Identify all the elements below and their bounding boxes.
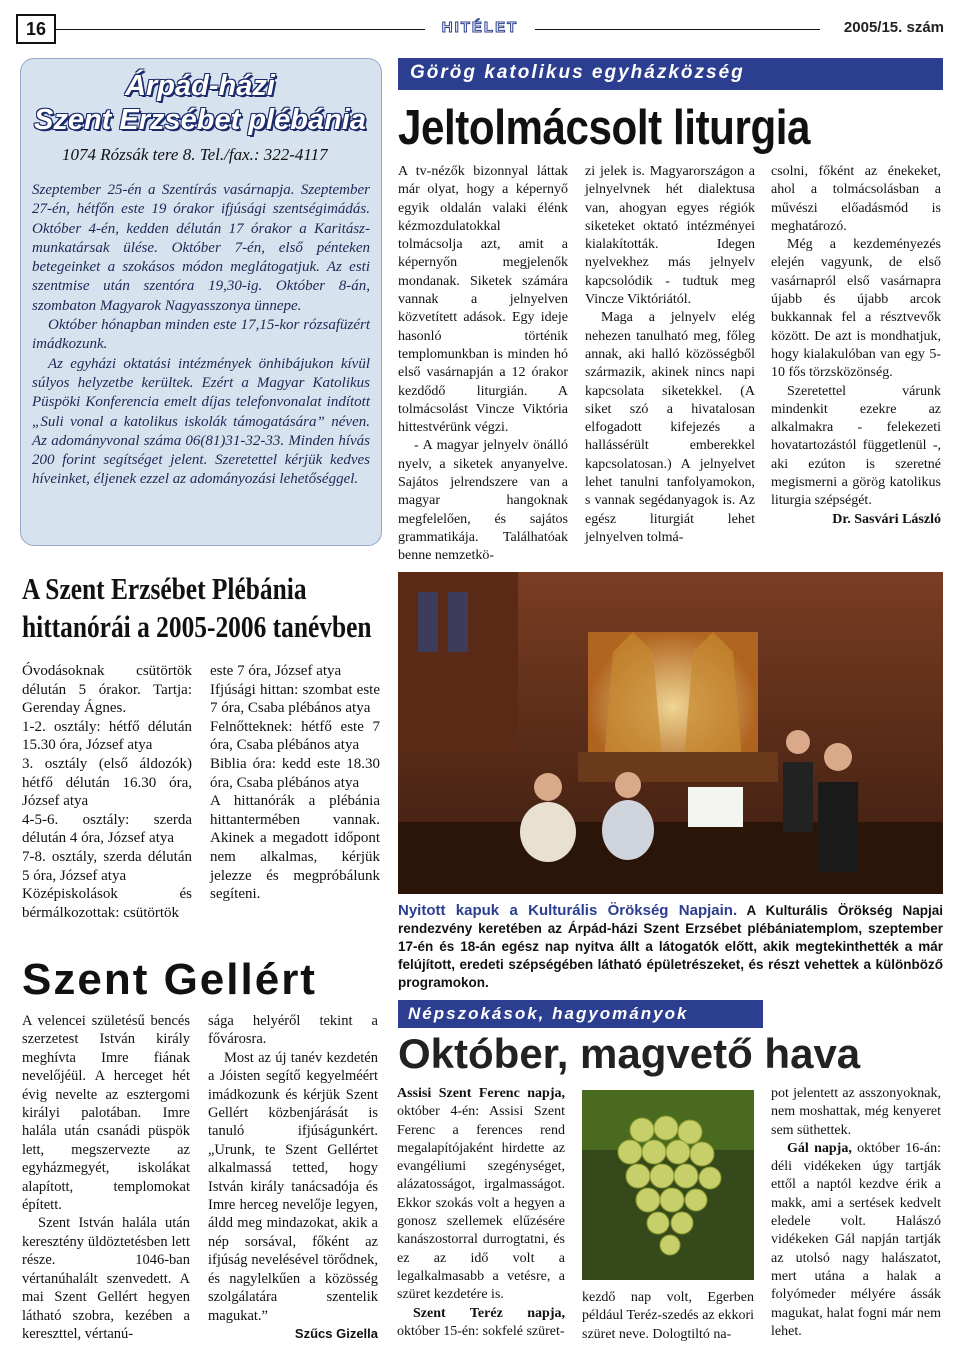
gorog-paragraph: - A magyar jelnyelv önálló nyelv, a siketek anyanyelve. Sajátos jelrendszere van a magyar hangoknak megfelelően, és sajátos grammatikája. Találhatóak benne nemzetkö- xyxy=(398,438,568,564)
feast-text: október 16-án: déli vidékeken úgy tartják ettől a naptól kezdve érik a makk, ami a sertések kedvelt eledele volt. Halászó vidékeken Gál napján tartják az utolsó nagy halászatot, mert utána a halak a folyómeder mélyére ássák magukat, halat fogni már nem lehet. xyxy=(771,1140,942,1339)
feast-text: október 4-én: Assisi Szent Ferenc a ferences rend megalapítójaként hirdette az evangéliumi szegénységet, alázatosságot, irgalmasságot. Ekkor szokás volt a hegyen a gonosz szellemek elűzésére kanászostorral durrogtatni, és ez az idő volt a legalkalmasabb a vetésre, a szüret kezdetére is. xyxy=(397,1104,565,1303)
hittan-entry: Biblia óra: kedd este 18.30 óra, Csaba plébános atya xyxy=(210,755,380,791)
hittan-entry: Óvodásoknak csütörtök délután 5 órakor. Tartja: Gerenday Ágnes. xyxy=(22,663,192,717)
parish-paragraph: Szeptember 25-én a Szentírás vasárnapja. Szeptember 27-én, hétfőn este 19 órakor ifjúsági szentségimádás. Október 4-én, kedden délután 17 órakor a Karitász-munkatársak ülése. Október 7-én, első pénteken betegeinket a szokásos módon meglátogatjuk. Az esti szentmise után szentóra 19,30-ig. Október 8-án, szombaton Magyarok Nagyasszonya ünnepe. xyxy=(32,182,370,314)
parish-title-line2: Szent Erzsébet plébánia xyxy=(34,104,366,136)
parish-paragraph: Október hónapban minden este 17,15-kor rózsafüzért imádkozunk. xyxy=(32,317,370,353)
hittan-title xyxy=(22,570,372,646)
hittan-column-2 xyxy=(210,662,380,904)
gellert-paragraph: sága helyéről tekint a fővárosra. xyxy=(208,1013,378,1048)
church-concert-photo xyxy=(398,572,943,894)
gellert-title: Szent Gellért xyxy=(22,955,317,1004)
photo-caption xyxy=(398,902,943,992)
parish-announcements xyxy=(32,181,370,490)
hittan-title-line1: A Szent Erzsébet Plébánia xyxy=(22,571,307,606)
issue-number: 2005/15. szám xyxy=(820,19,944,41)
church-interior-image xyxy=(398,572,943,894)
hittan-entry: 3. osztály (első áldozók) hétfő délután 16.30 óra, József atya xyxy=(22,755,192,810)
feast-heading: Assisi Szent Ferenc napja, xyxy=(397,1086,565,1101)
gellert-column-2 xyxy=(208,1012,378,1343)
hittan-entry: 1-2. osztály: hétfő délután 15.30 óra, József atya xyxy=(22,718,192,754)
hittan-entry: 4-5-6. osztály: szerda délután 4 óra, József atya xyxy=(22,811,192,847)
grapes-photo xyxy=(582,1090,754,1280)
hittan-entry: A hittanórák a plébánia hittantermében vannak. Akinek a megadott időpont nem alkalmas, kérjük jelezze és megpróbálunk segíteni. xyxy=(210,793,380,903)
grape-cluster-image xyxy=(582,1090,754,1280)
gorog-paragraph: Maga a jelnyelv elég nehezen tanulható meg, főleg annak, aki halló közösségből származik, akinek nincs napi kapcsolata siketekkel. (A siket szó a hivatalosan elfogadott kifejezés a hallássérült emberekkel kapcsolatosan.) A jelnyelvet lehet tanulni tanfolyamokon, s vannak segédanyagok is. Az egész liturgiát lehet jelnyelven tolmá- xyxy=(585,310,755,545)
nepszokasok-band: Népszokások, hagyományok xyxy=(398,1000,763,1028)
hittan-entry: Ifjúsági hittan: szombat este 7 óra, Csaba plébános atya xyxy=(210,681,380,717)
gellert-author: Szűcs Gizella xyxy=(294,1325,378,1341)
hittan-entry: Középiskolások és bérmálkozottak: csütörtök xyxy=(22,886,192,921)
gorog-section-band: Görög katolikus egyházközség xyxy=(398,58,943,90)
gorog-paragraph: csolni, főként az énekeket, ahol a tolmácsolásban a művészi előadásmód is meghatározó. xyxy=(771,164,941,234)
hittan-title-line2: hittanórái a 2005-2006 tanévben xyxy=(22,609,372,644)
gellert-paragraph: Szent István halála után keresztény üldöztetésben lett része. 1046-ban vértanúhalált szenvedett. A mai Szent Gellért hegyen látható szobra, kezében a kereszttel, vértanú- xyxy=(22,1215,190,1342)
gorog-column-1 xyxy=(398,163,568,566)
page-number: 16 xyxy=(16,14,56,44)
gorog-paragraph: A tv-nézők bizonnyal láttak már olyat, hogy a képernyő egyik oldalán valaki élénk kézmozdulatokkal tolmácsolja azt, amit a képernyőn megjelenők mondanak. Siketek számára vannak a jelnyelven közvetített adások. Egy ideje hasonló történik templomunkban is minden hó első vasárnapján a 12 órakor kezdődő liturgián. A tolmácsolást Vincze Viktória hittestvérünk végzi. xyxy=(398,164,568,436)
oktober-title: Október, magvető hava xyxy=(398,1030,861,1077)
parish-title-line1: Árpád-házi xyxy=(125,70,275,102)
feast-text: pot jelentett az asszonyoknak, nem moshattak, még kenyeret sem süthettek. xyxy=(771,1086,941,1138)
hittan-entry: este 7 óra, József atya xyxy=(210,663,342,679)
gellert-column-1 xyxy=(22,1012,190,1343)
photo-caption-text: A Kulturális Örökség Napjai rendezvény keretében az Árpád-házi Szent Erzsébet plébániatemplom, szeptember 17-én és 18-án egész nap nyitva állt a látogatók előtt, akik megtekinthették a már felújított, eredeti szépségében látható épületrészeket, és részt vehettek a különböző programokon. xyxy=(398,903,944,990)
gellert-paragraph: Most az új tanév kezdetén a Jóisten segítő kegyelméért imádkozunk és kérjük Szent Gellért közbenjárását is tanuló ifjúságunkért. „Urunk, te Szent Gellértet alkalmassá tetted, hogy István király tanácsadója és Imre herceg nevelője legyen, áldd meg mindazokat, akik a nép sorsával, főként az ifjúság nevelésével törődnek, és nagylelkűen a közösség szolgálatára szentelik magukat.” xyxy=(208,1049,378,1324)
gorog-paragraph: Még a kezdeményezés elején vagyunk, de első vasárnapról első vasárnapra újabb és újabb arcok bukkannak fel a résztvevők között. De azt is mondhatjuk, hogy kialakulóban van egy 5-10 fős törzsközönség. xyxy=(771,237,941,381)
gorog-column-3 xyxy=(771,163,941,529)
nepszokasok-column-2: kezdő nap volt, Egerben például Teréz-szedés az ekkori szüret neve. Dologtiltó na- xyxy=(582,1290,754,1342)
gorog-paragraph: Szeretettel várunk mindenkit ezekre az alkalmakra - felekezeti hovatartozástól függetlenül -, aki ezúton is szeretné megismerni a görög katolikus liturgia szépségét. xyxy=(771,383,941,509)
hittan-entry: 7-8. osztály, szerda délután 5 óra, József atya xyxy=(22,848,192,884)
gorog-column-2 xyxy=(585,163,755,547)
section-label: HITÉLET xyxy=(425,19,535,41)
gorog-author: Dr. Sasvári László xyxy=(832,511,941,527)
gellert-paragraph: A velencei születésű bencés szerzetest István király meghívta Imre fiának nevelőjéül. A herceget hét évig nevelte az esztergomi királyi palotában. Imre halála után csanádi püspök lett, megszervezte az egyházmegyét, iskolákat alapított, templomokat épített. xyxy=(22,1013,190,1214)
parish-address: 1074 Rózsák tere 8. Tel./fax.: 322-4117 xyxy=(62,145,328,164)
hittan-entry: Felnőtteknek: hétfő este 7 óra, Csaba plébános atya xyxy=(210,718,380,754)
hittan-column-1 xyxy=(22,662,192,922)
photo-caption-head: Nyitott kapuk a Kulturális Örökség Napjain. xyxy=(398,902,738,919)
feast-heading: Szent Teréz napja, xyxy=(413,1305,565,1321)
nepszokasok-column-1 xyxy=(397,1085,565,1341)
feast-heading: Gál napja, xyxy=(787,1140,852,1156)
parish-paragraph: Az egyházi oktatási intézmények önhibájukon kívül súlyos helyzetbe kerültek. Ezért a Magyar Katolikus Püspöki Konferencia emelt díjas telefonvonalat indított „Suli vonal a katolikus iskolák támogatására” néven. Az adományvonal száma 06(81)31-32-33. Minden hívás 200 forint segítséget jelent. Szeretettel kérjük kedves híveinket, éljenek ezzel az adományozási lehetőséggel. xyxy=(32,355,370,488)
gorog-paragraph: zi jelek is. Magyarországon a jelnyelvnek hét dialektusa van, ahogyan egyes régiók siketeket oktató intézményei kialakították. Idegen nyelvekhez más jelnyelv kapcsolódik - tudtuk meg Vincze Viktóriától. xyxy=(585,164,755,308)
feast-text: október 15-én: sokfelé szüret- xyxy=(397,1323,565,1339)
nepszokasok-column-3 xyxy=(771,1085,941,1341)
gorog-article-title: Jeltolmácsolt liturgia xyxy=(398,101,811,155)
